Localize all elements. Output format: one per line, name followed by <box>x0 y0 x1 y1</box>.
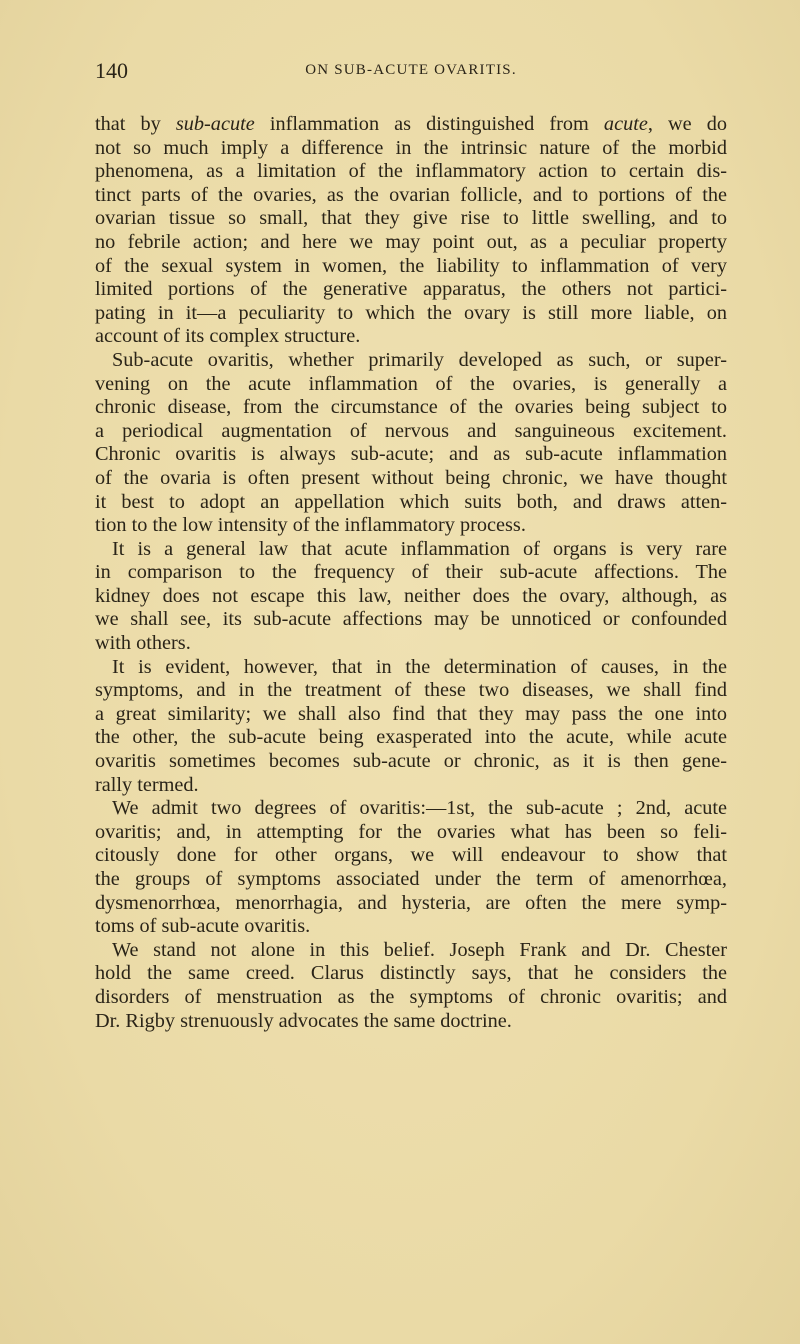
text-line <box>95 467 727 491</box>
text-run: no febrile action; and here we may point out, as a peculiar property <box>95 230 727 253</box>
text-run: toms of sub-acute ovaritis. <box>95 915 311 938</box>
text-line <box>95 349 727 373</box>
text-run: Sub-acute ovaritis, whether primarily developed as such, or super- <box>112 348 727 371</box>
text-line <box>95 231 727 255</box>
text-line <box>95 160 727 184</box>
text-run: We admit two degrees of ovaritis:—1st, the sub-acute ; 2nd, acute <box>112 797 727 820</box>
text-line <box>95 561 727 585</box>
text-line <box>95 1010 727 1034</box>
text-line <box>95 278 727 302</box>
text-run: inflammation as distinguished from <box>254 113 604 135</box>
text-run: it best to adopt an appellation which suits both, and draws atten- <box>95 490 727 513</box>
text-line <box>95 962 727 986</box>
text-run: a periodical augmentation of nervous and sanguineous excitement. <box>95 419 727 442</box>
text-run: disorders of menstruation as the symptoms of chronic ovaritis; and <box>95 985 727 1008</box>
text-line <box>95 656 727 680</box>
text-run: ovarian tissue so small, that they give rise to little swelling, and to <box>95 207 727 230</box>
text-line <box>95 585 727 609</box>
text-line <box>95 821 727 845</box>
text-run: of the sexual system in women, the liability to inflammation of very <box>95 254 727 277</box>
text-run: in comparison to the frequency of their sub-acute affections. The <box>95 561 727 584</box>
text-run: dysmenorrhœa, menorrhagia, and hysteria, are often the mere symp- <box>95 891 727 914</box>
text-line <box>95 726 727 750</box>
text-run: citously done for other organs, we will endeavour to show that <box>95 844 727 867</box>
text-run: chronic disease, from the circumstance of the ovaries being subject to <box>95 396 727 419</box>
text-run: not so much imply a difference in the intrinsic nature of the morbid <box>95 136 727 159</box>
text-run: of the ovaria is often present without being chronic, we have thought <box>95 466 727 489</box>
text-line <box>95 113 727 137</box>
text-line <box>95 892 727 916</box>
text-line <box>95 396 727 420</box>
text-run: ovaritis; and, in attempting for the ovaries what has been so feli- <box>95 820 727 843</box>
text-line <box>95 491 727 515</box>
text-run: the groups of symptoms associated under the term of amenorrhœa, <box>95 868 727 890</box>
text-run: symptoms, and in the treatment of these two diseases, we shall find <box>95 679 727 702</box>
text-line <box>95 207 727 231</box>
text-run: with others. <box>95 632 191 655</box>
text-line <box>95 774 727 798</box>
text-line <box>95 514 727 538</box>
text-run: that by <box>95 113 176 135</box>
text-line <box>95 750 727 774</box>
text-line <box>95 915 727 939</box>
text-run: we shall see, its sub-acute affections may be unnoticed or confounded <box>95 608 727 631</box>
text-run: pating in it—a peculiarity to which the ovary is still more liable, on <box>95 301 727 324</box>
body-text <box>95 113 727 1033</box>
text-run: kidney does not escape this law, neither does the ovary, although, as <box>95 584 727 607</box>
text-run: the other, the sub-acute being exasperated into the acute, while acute <box>95 726 727 749</box>
text-run: a great similarity; we shall also find that they may pass the one into <box>95 702 727 725</box>
text-line <box>95 844 727 868</box>
text-line <box>95 868 727 892</box>
text-run: It is evident, however, that in the determination of causes, in the <box>112 655 727 678</box>
text-line <box>95 608 727 632</box>
text-run: Chronic ovaritis is always sub-acute; and as sub-acute inflammation <box>95 443 727 466</box>
text-line <box>95 632 727 656</box>
text-run: rally termed. <box>95 773 199 796</box>
page-header <box>95 58 727 84</box>
text-run: hold the same creed. Clarus distinctly says, that he considers the <box>95 962 727 985</box>
text-run: vening on the acute inflammation of the ovaries, is generally a <box>95 372 727 395</box>
text-run: phenomena, as a limitation of the inflammatory action to certain dis- <box>95 160 727 183</box>
text-line <box>95 184 727 208</box>
page-number: 140 <box>95 58 128 83</box>
text-run: It is a general law that acute inflammation of organs is very rare <box>112 537 727 560</box>
text-run: tion to the low intensity of the inflammatory process. <box>95 514 526 537</box>
text-line <box>95 939 727 963</box>
text-line <box>95 679 727 703</box>
text-run: account of its complex structure. <box>95 325 361 348</box>
text-line <box>95 373 727 397</box>
text-line <box>95 325 727 349</box>
text-run: , we do <box>647 113 727 135</box>
text-line <box>95 302 727 326</box>
text-line <box>95 255 727 279</box>
text-run: limited portions of the generative apparatus, the others not partici- <box>95 278 727 301</box>
text-line <box>95 443 727 467</box>
text-line <box>95 797 727 821</box>
italic-text: acute <box>603 113 648 135</box>
text-run: ovaritis sometimes becomes sub-acute or chronic, as it is then gene- <box>95 750 727 773</box>
running-title: ON SUB-ACUTE OVARITIS. <box>305 62 517 78</box>
text-run: We stand not alone in this belief. Joseph Frank and Dr. Chester <box>112 938 727 961</box>
text-run: tinct parts of the ovaries, as the ovarian follicle, and to portions of the <box>95 183 727 206</box>
text-line <box>95 137 727 161</box>
text-line <box>95 420 727 444</box>
italic-text: sub-acute <box>175 113 255 135</box>
text-line <box>95 986 727 1010</box>
text-run: Dr. Rigby strenuously advocates the same doctrine. <box>95 1009 512 1032</box>
text-line <box>95 703 727 727</box>
text-line <box>95 538 727 562</box>
